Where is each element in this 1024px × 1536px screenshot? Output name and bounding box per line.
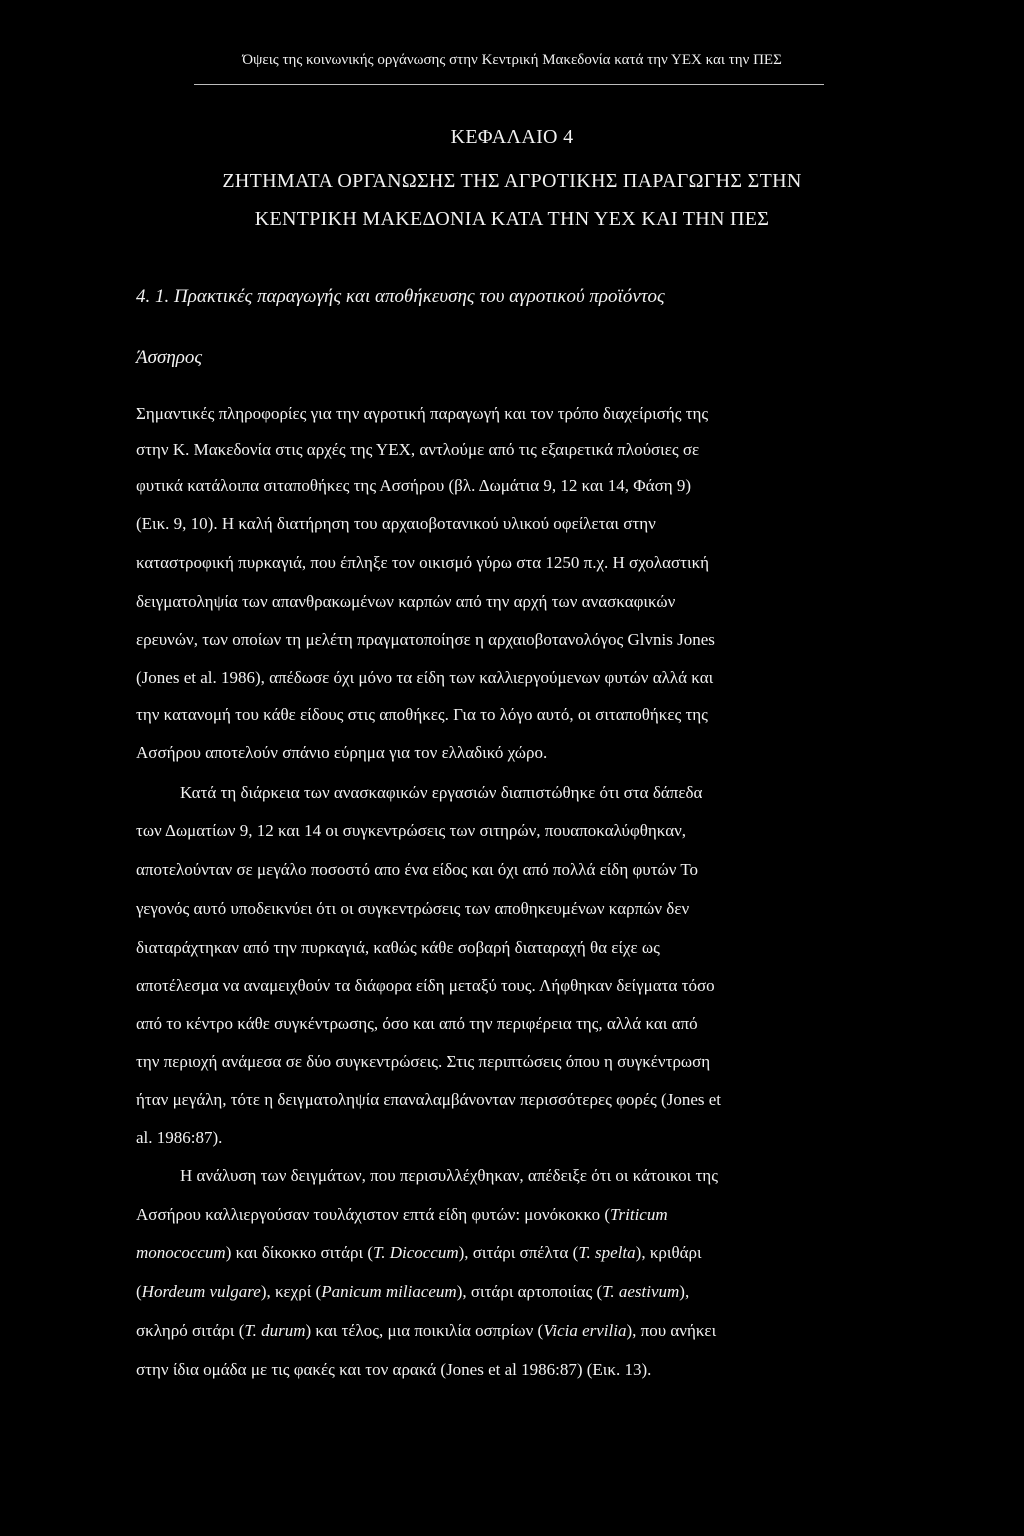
section-heading: 4. 1. Πρακτικές παραγωγής και αποθήκευσης του αγροτικού προϊόντος xyxy=(136,286,665,307)
paragraph-line: των Δωματίων 9, 12 και 14 οι συγκεντρώσεις των σιτηρών, πουαποκαλύφθηκαν, xyxy=(136,821,687,840)
species-name: T. aestivum xyxy=(602,1282,680,1301)
chapter-number: ΚΕΦΑΛΑΙΟ 4 xyxy=(450,126,574,148)
paragraph-line: Σημαντικές πληροφορίες για την αγροτική παραγωγή και τον τρόπο διαχείρισής της xyxy=(136,404,709,423)
paragraph-line: (Hordeum vulgare), κεχρί (Panicum miliaceum), σιτάρι αρτοποιίας (T. aestivum), xyxy=(136,1282,690,1301)
paragraph-line: Κατά τη διάρκεια των ανασκαφικών εργασιών διαπιστώθηκε ότι στα δάπεδα xyxy=(180,783,703,802)
species-name: T. durum xyxy=(244,1321,306,1340)
paragraph-line: ερευνών, των οποίων τη μελέτη πραγματοποίησε η αρχαιοβοτανολόγος Glvnis Jones xyxy=(136,630,715,649)
paragraph-line: την κατανομή του κάθε είδους στις αποθήκες. Για το λόγο αυτό, οι σιταποθήκες της xyxy=(136,705,708,724)
species-name: T. spelta xyxy=(578,1243,636,1262)
paragraph-line: σκληρό σιτάρι (T. durum) και τέλος, μια ποικιλία οσπρίων (Vicia ervilia), που ανήκει xyxy=(136,1321,717,1340)
paragraph-line: καταστροφική πυρκαγιά, που έπληξε τον οικισμό γύρω στα 1250 π.χ. Η σχολαστική xyxy=(136,553,710,572)
section-subheading: Άσσηρος xyxy=(136,347,203,368)
paragraph-line: monococcum) και δίκοκκο σιτάρι (T. Dicoccum), σιτάρι σπέλτα (T. spelta), κριθάρι xyxy=(136,1243,702,1262)
paragraph-line: (Jones et al. 1986), απέδωσε όχι μόνο τα είδη των καλλιεργούμενων φυτών αλλά και xyxy=(136,668,714,687)
paragraph-line: αποτέλεσμα να αναμειχθούν τα διάφορα είδη μεταξύ τους. Λήφθηκαν δείγματα τόσο xyxy=(136,976,715,995)
paragraph-line: al. 1986:87). xyxy=(136,1128,223,1147)
species-name: Hordeum vulgare xyxy=(141,1282,261,1301)
running-header: Όψεις της κοινωνικής οργάνωσης στην Κεντρική Μακεδονία κατά την ΥΕΧ και την ΠΕΣ xyxy=(242,52,782,68)
paragraph-line: αποτελούνταν σε μεγάλο ποσοστό απο ένα είδος και όχι από πολλά είδη φυτών Το xyxy=(136,860,699,879)
species-name: Triticum xyxy=(609,1205,668,1224)
species-name: monococcum xyxy=(136,1243,226,1262)
paragraph-line: στην ίδια ομάδα με τις φακές και τον αρακά (Jones et al 1986:87) (Εικ. 13). xyxy=(136,1360,652,1379)
paragraph-line: την περιοχή ανάμεσα σε δύο συγκεντρώσεις. Στις περιπτώσεις όπου η συγκέντρωση xyxy=(136,1052,711,1071)
paragraph-line: δειγματοληψία των απανθρακωμένων καρπών από την αρχή των ανασκαφικών xyxy=(136,592,676,611)
chapter-title-line-2: ΚΕΝΤΡΙΚΗ ΜΑΚΕΔΟΝΙΑ ΚΑΤΑ ΤΗΝ ΥΕΧ ΚΑΙ ΤΗΝ ΠΕΣ xyxy=(254,208,770,230)
paragraph-line: γεγονός αυτό υποδεικνύει ότι οι συγκεντρώσεις των αποθηκευμένων καρπών δεν xyxy=(136,899,690,918)
species-name: Panicum miliaceum xyxy=(321,1282,457,1301)
header-rule xyxy=(194,84,824,85)
species-name: T. Dicoccum xyxy=(373,1243,459,1262)
chapter-title-line-1: ΖΗΤΗΜΑΤΑ ΟΡΓΑΝΩΣΗΣ ΤΗΣ ΑΓΡΟΤΙΚΗΣ ΠΑΡΑΓΩΓΗΣ ΣΤΗΝ xyxy=(222,170,802,192)
paragraph-line: στην Κ. Μακεδονία στις αρχές της ΥΕΧ, αντλούμε από τις εξαιρετικά πλούσιες σε xyxy=(136,440,700,459)
species-name: Vicia ervilia xyxy=(543,1321,627,1340)
paragraph-line: Η ανάλυση των δειγμάτων, που περισυλλέχθηκαν, απέδειξε ότι οι κάτοικοι της xyxy=(180,1166,718,1185)
paragraph-line: Ασσήρου αποτελούν σπάνιο εύρημα για τον ελλαδικό χώρο. xyxy=(136,743,548,762)
paragraph-line: διαταράχτηκαν από την πυρκαγιά, καθώς κάθε σοβαρή διαταραχή θα είχε ως xyxy=(136,938,660,957)
paragraph-line: ήταν μεγάλη, τότε η δειγματοληψία επαναλαμβάνονταν περισσότερες φορές (Jones et xyxy=(136,1090,721,1109)
paragraph-line: (Εικ. 9, 10). Η καλή διατήρηση του αρχαιοβοτανικού υλικού οφείλεται στην xyxy=(136,514,656,533)
paragraph-line: από το κέντρο κάθε συγκέντρωσης, όσο και από την περιφέρεια της, αλλά και από xyxy=(136,1014,698,1033)
paragraph-line: Ασσήρου καλλιεργούσαν τουλάχιστον επτά είδη φυτών: μονόκοκκο (Triticum xyxy=(136,1205,668,1224)
paragraph-line: φυτικά κατάλοιπα σιταποθήκες της Ασσήρου (βλ. Δωμάτια 9, 12 και 14, Φάση 9) xyxy=(136,476,692,495)
